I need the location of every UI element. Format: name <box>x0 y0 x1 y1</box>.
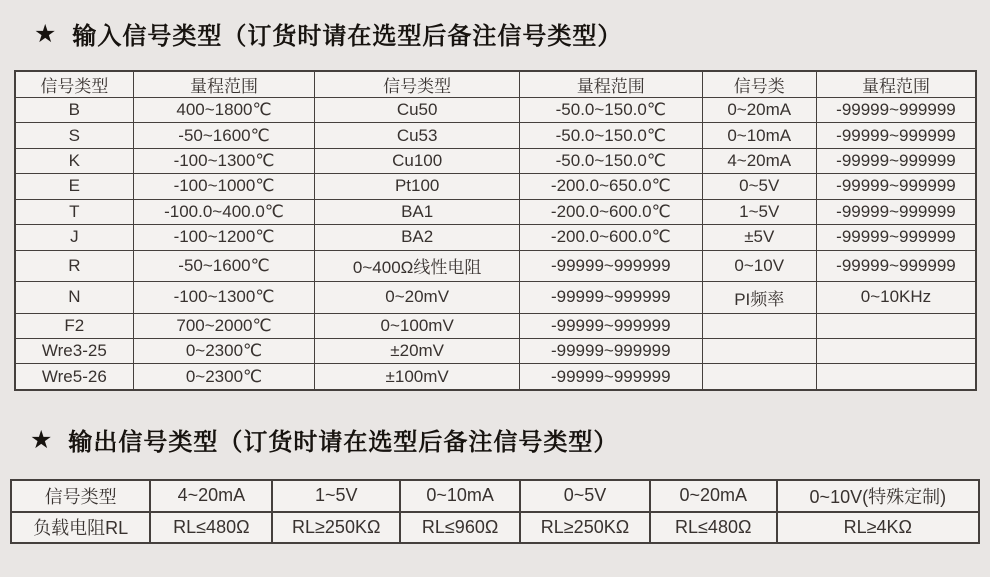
table-cell: N <box>15 282 133 313</box>
table-cell: 0~400Ω线性电阻 <box>315 250 520 281</box>
table-cell: -99999~999999 <box>520 250 703 281</box>
output-signal-section-title <box>30 422 618 457</box>
input-table-header-row <box>15 71 976 98</box>
input-table-body <box>15 98 976 391</box>
table-cell: -50~1600℃ <box>133 123 315 148</box>
table-row <box>15 225 976 250</box>
column-header-cell: 信号类 <box>702 71 816 98</box>
table-cell: 4~20mA <box>150 480 272 512</box>
table-cell <box>702 313 816 338</box>
table-cell: -100~1200℃ <box>133 225 315 250</box>
table-cell: PI频率 <box>702 282 816 313</box>
table-cell: -50.0~150.0℃ <box>520 148 703 173</box>
table-row <box>15 98 976 123</box>
table-cell: ±100mV <box>315 364 520 390</box>
input-section-title-text: 输入信号类型（订货时请在选型后备注信号类型） <box>72 23 623 50</box>
column-header-cell: 信号类型 <box>315 71 520 98</box>
table-cell: S <box>15 123 133 148</box>
table-cell <box>702 338 816 363</box>
table-cell: B <box>15 98 133 123</box>
table-cell: ±20mV <box>315 338 520 363</box>
table-row <box>15 148 976 173</box>
table-cell: Cu100 <box>315 148 520 173</box>
table-cell: 0~2300℃ <box>133 338 315 363</box>
table-row <box>15 174 976 199</box>
table-cell: -100~1000℃ <box>133 174 315 199</box>
table-cell: -50~1600℃ <box>133 250 315 281</box>
table-cell <box>702 364 816 390</box>
table-cell <box>816 364 976 390</box>
table-cell: -99999~999999 <box>816 199 976 224</box>
table-cell: RL≥250KΩ <box>272 512 400 544</box>
table-cell: -99999~999999 <box>816 225 976 250</box>
table-cell <box>816 313 976 338</box>
table-cell: BA2 <box>315 225 520 250</box>
table-cell: BA1 <box>315 199 520 224</box>
table-cell: -100.0~400.0℃ <box>133 199 315 224</box>
table-row <box>15 364 976 390</box>
table-cell: -50.0~150.0℃ <box>520 123 703 148</box>
table-cell: -99999~999999 <box>816 148 976 173</box>
table-cell: Pt100 <box>315 174 520 199</box>
table-cell: RL≥250KΩ <box>520 512 650 544</box>
table-cell: J <box>15 225 133 250</box>
table-cell: 1~5V <box>272 480 400 512</box>
output-signal-table <box>10 479 980 544</box>
table-cell: 0~20mA <box>702 98 816 123</box>
column-header-cell: 量程范围 <box>520 71 703 98</box>
table-cell: T <box>15 199 133 224</box>
table-cell: 4~20mA <box>702 148 816 173</box>
output-section-title-text: 输出信号类型（订货时请在选型后备注信号类型） <box>68 429 619 456</box>
table-cell: -100~1300℃ <box>133 148 315 173</box>
table-cell: K <box>15 148 133 173</box>
table-cell: R <box>15 250 133 281</box>
table-cell: -200.0~600.0℃ <box>520 199 703 224</box>
table-cell: E <box>15 174 133 199</box>
table-cell: 700~2000℃ <box>133 313 315 338</box>
table-cell: 信号类型 <box>11 480 150 512</box>
table-cell: 负载电阻RL <box>11 512 150 544</box>
table-cell: 0~10V(特殊定制) <box>777 480 979 512</box>
input-signal-table <box>14 70 977 391</box>
table-cell: 0~100mV <box>315 313 520 338</box>
output-table-body <box>11 480 979 543</box>
table-cell: Wre3-25 <box>15 338 133 363</box>
table-cell: 0~10mA <box>400 480 520 512</box>
table-cell: 0~10mA <box>702 123 816 148</box>
table-row <box>15 282 976 313</box>
table-cell: 400~1800℃ <box>133 98 315 123</box>
table-cell: RL≤480Ω <box>150 512 272 544</box>
table-row <box>15 199 976 224</box>
table-cell: RL≤480Ω <box>650 512 777 544</box>
table-cell: Wre5-26 <box>15 364 133 390</box>
table-cell: Cu53 <box>315 123 520 148</box>
column-header-cell: 量程范围 <box>816 71 976 98</box>
input-table-head <box>15 71 976 98</box>
column-header-cell: 量程范围 <box>133 71 315 98</box>
star-icon: ★ <box>34 19 58 48</box>
table-cell: -99999~999999 <box>816 174 976 199</box>
table-cell: F2 <box>15 313 133 338</box>
table-cell: -99999~999999 <box>816 98 976 123</box>
table-row <box>15 338 976 363</box>
table-row <box>15 313 976 338</box>
column-header-cell: 信号类型 <box>15 71 133 98</box>
table-cell: 0~2300℃ <box>133 364 315 390</box>
input-signal-section-title <box>34 16 622 51</box>
star-icon: ★ <box>30 425 54 454</box>
table-cell: 1~5V <box>702 199 816 224</box>
table-cell: RL≤960Ω <box>400 512 520 544</box>
table-row <box>11 512 979 544</box>
table-cell: 0~10KHz <box>816 282 976 313</box>
table-cell: -99999~999999 <box>816 123 976 148</box>
table-cell: -200.0~600.0℃ <box>520 225 703 250</box>
table-cell: 0~20mV <box>315 282 520 313</box>
table-cell: -99999~999999 <box>520 313 703 338</box>
table-cell: RL≥4KΩ <box>777 512 979 544</box>
table-cell: -50.0~150.0℃ <box>520 98 703 123</box>
table-cell: -100~1300℃ <box>133 282 315 313</box>
table-cell: 0~5V <box>702 174 816 199</box>
table-cell: 0~20mA <box>650 480 777 512</box>
table-cell: Cu50 <box>315 98 520 123</box>
table-row <box>15 250 976 281</box>
table-cell: -99999~999999 <box>520 282 703 313</box>
table-cell: 0~10V <box>702 250 816 281</box>
table-cell: -200.0~650.0℃ <box>520 174 703 199</box>
table-cell: -99999~999999 <box>816 250 976 281</box>
table-cell: -99999~999999 <box>520 338 703 363</box>
table-row <box>11 480 979 512</box>
table-row <box>15 123 976 148</box>
table-cell: 0~5V <box>520 480 650 512</box>
table-cell: ±5V <box>702 225 816 250</box>
table-cell: -99999~999999 <box>520 364 703 390</box>
table-cell <box>816 338 976 363</box>
